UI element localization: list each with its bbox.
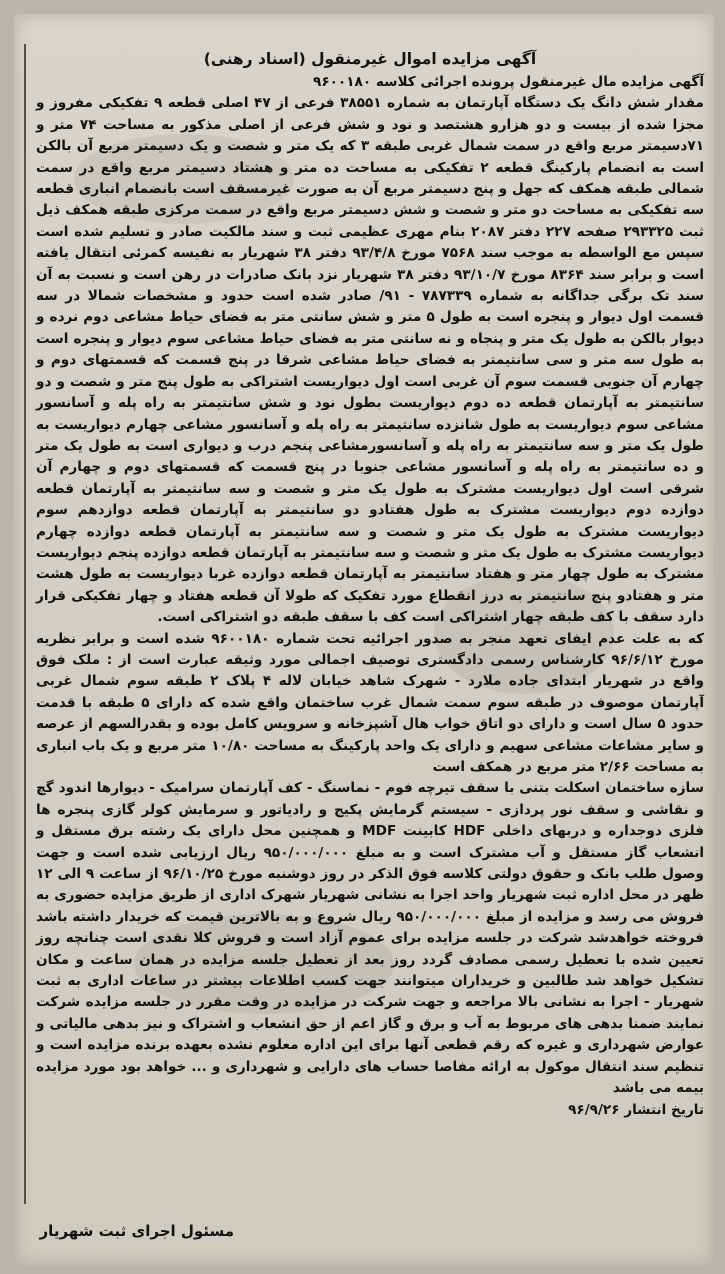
notice-title: آگهی مزایده اموال غیرمنقول (اسناد رهنی)	[203, 50, 537, 68]
building-and-auction-terms: سازه ساختمان اسکلت بتنی با سقف تیرچه فوم - نماسنگ - کف آپارتمان سرامیک - دیوارها اندود گچ و نقاشی و سقف نور پردازی - سیستم گرمایش پکیج و رادیاتور و سرمایش کولر گازی پنجره ها فلزی دوجداره و دربهای داخلی HDF کابینت MDF و همچنین محل دارای یک رشته برق مستقل و انشعاب گاز مستقل و آب مشترک است و به مبلغ ۹۵۰/۰۰۰/۰۰۰ ریال ارزیابی شده است و جهت وصول طلب بانک و حقوق دولتی کلاسه فوق الذکر در روز دوشنبه مورخ ۹۶/۱۰/۲۵ از ساعت ۹ الی ۱۲ ظهر در محل اداره ثبت شهریار واحد اجرا به نشانی شهریار شهرک اداری از طریق مزایده حضوری به فروش می رسد و مزایده از مبلغ ۹۵۰/۰۰۰/۰۰۰ ریال شروع و به بالاترین قیمت که خریدار داشته باشد فروخته خواهدشد شرکت در جلسه مزایده برای عموم آزاد است و فروش کلا نقدی است چنانچه روز تعیین شده با تعطیل رسمی مصادف گردد روز بعد از تعطیل جلسه مزایده در همان ساعت و مکان تشکیل خواهد شد طالبین و خریداران میتوانند جهت کسب اطلاعات بیشتر در ساعات اداری به ثبت شهریار - اجرا به نشانی بالا مراجعه و جهت شرکت در مزایده در وقت مقرر در جلسه مزایده شرکت نمایند ضمنا بدهی های مربوط به آب و برق و گاز اعم از حق انشعاب و اشتراک و نیز بدهی مالیاتی و عوارض شهرداری و غیره که رقم قطعی آنها برای این اداره معلوم نشده بعهده برنده مزایده است و تنظیم سند انتقال موکول به ارائه مفاصا حساب های دارایی و شهرداری و ... خواهد بود مورد مزایده بیمه می باشد	[36, 780, 704, 1097]
execution-details: که به علت عدم ایفای تعهد منجر به صدور اجرائیه تحت شماره ۹۶۰۰۱۸۰ شده است و برابر نظریه مورخ ۹۶/۶/۱۲ کارشناس رسمی دادگستری توصیف اجمالی مورد وثیقه عبارت است از : ملک فوق واقع در شهریار ابتدای جاده ملارد - شهرک شاهد خیابان لاله ۴ پلاک ۲ طبقه سوم شمال غربی آپارتمان موصوف در طبقه سوم سمت شمال غرب ساختمان واقع شده که دارای ۵ طبقه با قدمت حدود ۵ سال است و دارای دو اتاق خواب هال آشپزخانه و سرویس کامل بوده و بقدرالسهم از عرصه و سایر مشاعات مشاعی سهیم و دارای یک واحد پارکینگ به مساحت ۱۰/۸۰ متر مربع و یک باب انباری به مساحت ۲/۶۶ متر مربع در همکف است	[36, 630, 705, 775]
column-rule	[24, 44, 26, 1204]
auction-notice	[36, 48, 704, 1121]
notice-body	[36, 72, 704, 1100]
publish-date: تاریخ انتشار ۹۶/۹/۲۶	[568, 1101, 704, 1118]
property-description: مقدار شش دانگ یک دستگاه آپارتمان به شماره ۳۸۵۵۱ فرعی از ۴۷ اصلی قطعه ۹ تفکیکی مفروز و مجزا شده از بیست و دو هزارو هشتصد و نود و شش فرعی از اصلی مذکور به مساحت ۷۴ متر و ۷۱دسیمتر مربع واقع در سمت شمال غربی طبقه ۳ که یک متر و شصت و یک دسیمتر مربع آن بالکن است به انضمام پارکینگ قطعه ۲ تفکیکی به مساحت ده متر و هشتاد دسیمتر مربع واقع در سمت شمالی طبقه همکف که جهل و پنج دسیمتر مربع آن به صورت غیرمسقف است بانضمام انباری قطعه سه تفکیکی به مساحت دو متر و شصت و شش دسیمتر مربع واقع در سمت مرکزی طبقه همکف ذیل ثبت ۲۹۳۳۲۵ صفحه ۲۲۷ دفتر ۲۰۸۷ بنام مهری عظیمی ثبت و سند مالکیت صادر و تسلیم شده است سپس مع الواسطه به موجب سند ۷۵۶۸ مورخ ۹۳/۴/۸ دفتر ۳۸ شهریار به نفیسه کمرئی انتقال یافته است و برابر سند ۸۳۶۴ مورخ ۹۳/۱۰/۷ دفتر ۳۸ شهریار نزد بانک صادرات در رهن است و نسبت به آن سند تک برگی جداگانه به شماره ۷۸۷۳۳۹ - ۹۱/ صادر شده است حدود و مشخصات شمالا در سه قسمت اول دیوار و پنجره است به طول ۵ متر و شش سانتی متر به فضای حیاط مشاعی دوم نرده و دیوار بالکن به طول یک متر و پنجاه و نه سانتی متر به فضای حیاط مشاعی سوم دیوار و پنجره است به طول سه متر و سی سانتیمتر به فضای حیاط مشاعی شرقا در پنج قسمت که قسمتهای دوم و چهارم آن جنوبی قسمت سوم آن غربی است اول دیواریست اشتراکی به طول پنج متر و شصت و دو سانتیمتر به آپارتمان قطعه ده دوم دیواریست بطول نود و شش سانتیمتر به راه پله و آسانسور مشاعی سوم دیواریست به طول شانزده سانتیمتر به راه پله و آسانسور مشاعی چهارم دیواریست به طول یک متر و سه سانتیمتر به راه پله و آسانسورمشاعی پنجم درب و دیواری است به طول یک متر و ده سانتیمتر به راه پله و آسانسور مشاعی جنوبا در پنج قسمت که قسمتهای دوم و چهارم آن شرقی است اول دیواریست مشترک به طول یک متر و شصت و سه سانتیمتر به آپارتمان قطعه دوازده دوم دیواریست مشترک به طول هفتادو دو سانتیمتر به آپارتمان قطعه دوازدهم سوم دیواریست مشترک به طول یک متر و شصت و سه سانتیمتر به آپارتمان قطعه دوازده چهارم دیواریست مشترک به طول یک متر و شصت و سه سانتیمتر به آپارتمان قطعه دوازده پنجم دیواریست مشترک به طول چهار متر و هفتاد سانتیمتر به آپارتمان قطعه دوازده غربا دیواریست به طول هشت متر و هفتادو پنج سانتیمتر به درز انقطاع مورد تفکیک که طولا آن قطعه هفتاد و چهار تفکیکی قرار دارد سقف با کف طبقه چهار اشتراکی است کف با سقف طبقه دو اشتراکی است.	[36, 95, 705, 626]
signature: مسئول اجرای ثبت شهریار	[39, 1222, 234, 1240]
newspaper-clipping	[14, 14, 714, 1266]
notice-subtitle: آگهی مزایده مال غیرمنقول پرونده اجرائی کلاسه ۹۶۰۰۱۸۰	[313, 74, 704, 90]
